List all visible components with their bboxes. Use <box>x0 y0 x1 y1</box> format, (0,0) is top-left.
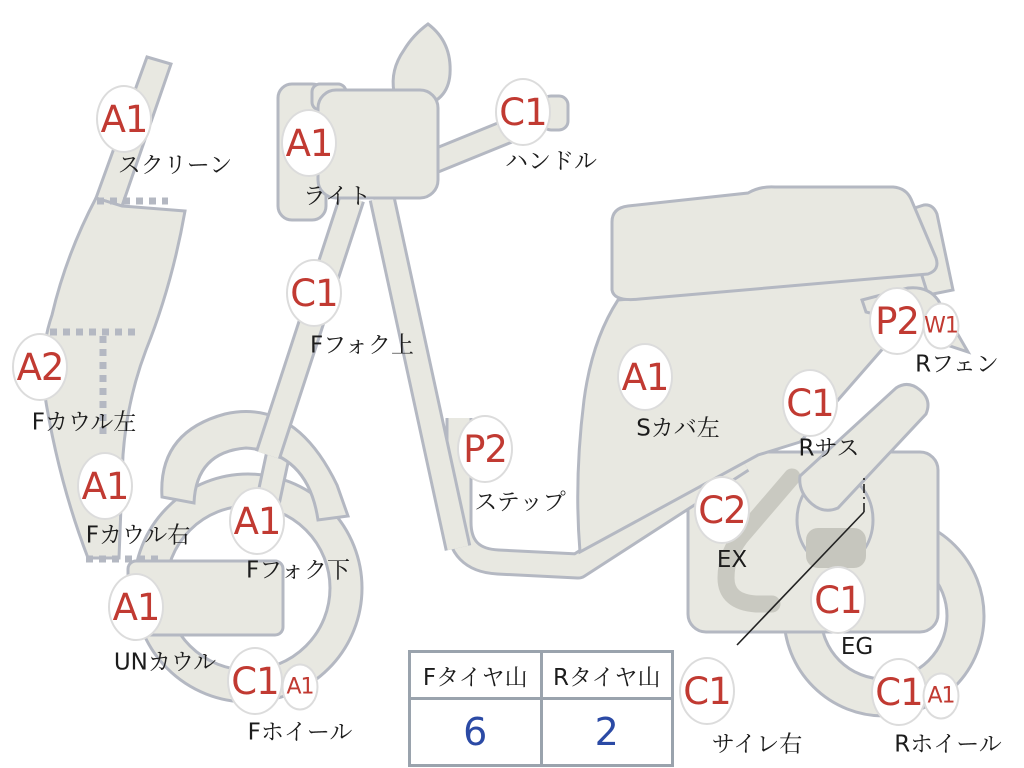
marker-screen-badge: A1 <box>96 85 152 153</box>
marker-silencer-badge: C1 <box>679 657 735 725</box>
marker-rfender-label: Rフェン <box>915 351 999 378</box>
rear-tire-header: Rタイヤ山 <box>541 652 673 699</box>
marker-engine-badge: C1 <box>810 566 866 634</box>
marker-fwheel-sub-badge: A1 <box>282 664 319 711</box>
marker-fwheel-label: Fホイール <box>247 719 353 746</box>
marker-fcowl-right-label: Fカウル右 <box>85 522 191 549</box>
marker-ffork-lower-label: Fフォク下 <box>245 557 351 584</box>
marker-rfender-sub-badge: W1 <box>923 303 960 350</box>
marker-rsus-label: Rサス <box>798 435 860 462</box>
marker-side-cover-label: Sカバ左 <box>636 415 720 442</box>
rear-tire-value: 2 <box>541 699 673 766</box>
marker-silencer-label: サイレ右 <box>711 731 803 758</box>
marker-fcowl-left-badge: A2 <box>12 333 68 401</box>
marker-handle-label: ハンドル <box>505 148 597 175</box>
marker-exhaust-label: EX <box>716 547 748 573</box>
marker-engine-label: EG <box>840 634 874 660</box>
marker-rwheel-sub-badge: A1 <box>923 673 960 720</box>
marker-screen-label: スクリーン <box>117 152 233 179</box>
marker-rfender-badge: P2 <box>869 287 925 355</box>
front-tire-header: Fタイヤ山 <box>410 652 542 699</box>
marker-ffork-lower-badge: A1 <box>229 487 285 555</box>
tire-tread-table <box>408 650 674 767</box>
marker-fcowl-right-badge: A1 <box>77 452 133 520</box>
marker-exhaust-badge: C2 <box>694 476 750 544</box>
marker-light-label: ライト <box>302 183 372 210</box>
marker-handle-badge: C1 <box>495 78 551 146</box>
marker-ffork-upper-badge: C1 <box>286 259 342 327</box>
marker-rsus-badge: C1 <box>782 369 838 437</box>
marker-ffork-upper-label: Fフォク上 <box>309 332 415 359</box>
marker-fcowl-left-label: Fカウル左 <box>31 409 137 436</box>
marker-fwheel-badge: C1 <box>227 647 283 715</box>
marker-step-label: ステップ <box>474 489 566 516</box>
marker-under-cowl-label: UNカウル <box>113 649 217 676</box>
marker-step-badge: P2 <box>457 415 513 483</box>
marker-under-cowl-badge: A1 <box>108 573 164 641</box>
marker-light-badge: A1 <box>281 109 337 177</box>
marker-rwheel-badge: C1 <box>871 658 927 726</box>
front-tire-value: 6 <box>410 699 542 766</box>
marker-side-cover-badge: A1 <box>617 343 673 411</box>
marker-rwheel-label: Rホイール <box>894 731 1002 758</box>
